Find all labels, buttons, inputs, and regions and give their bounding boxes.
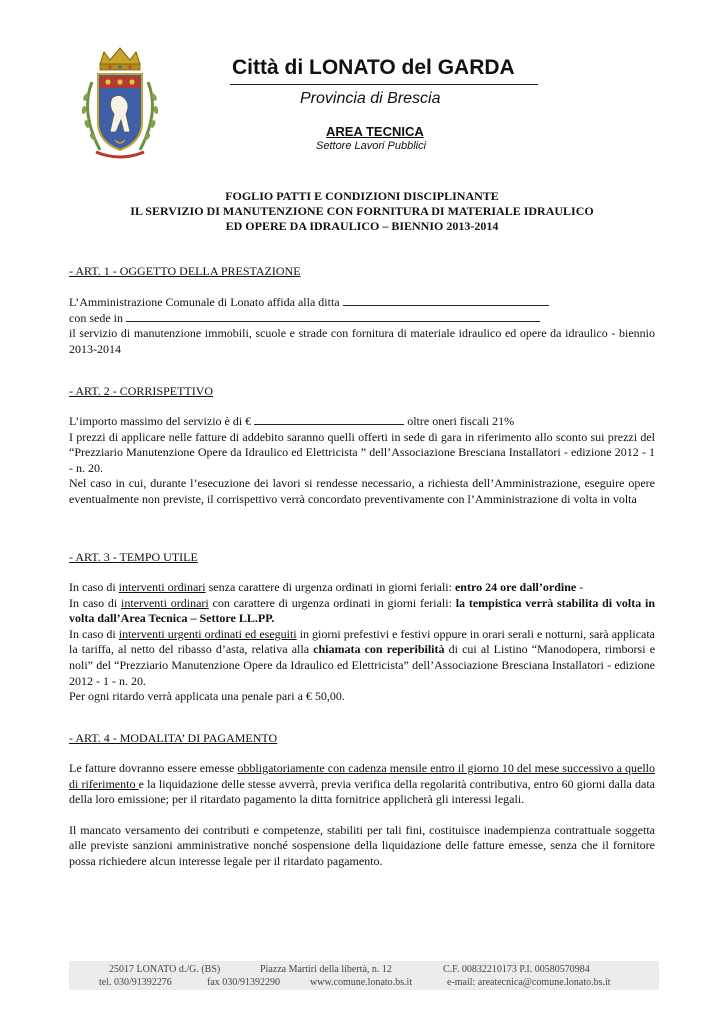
- coat-of-arms-icon: [70, 42, 170, 162]
- art1-service-text: il servizio di manutenzione immobili, scuole e strade con fornitura di materiale idraulico ed opere da idraulico - biennio 2013-2014: [69, 326, 655, 356]
- art1-contractor-label: L’Amministrazione Comunale di Lonato affida alla ditta: [69, 295, 340, 309]
- title-line-2: IL SERVIZIO DI MANUTENZIONE CON FORNITURA DI MATERIALE IDRAULICO: [130, 204, 594, 218]
- footer-address: 25017 LONATO d./G. (BS): [109, 964, 221, 975]
- page-footer: [69, 961, 659, 990]
- seat-blank: [126, 311, 540, 322]
- footer-email: e-mail: areatecnica@comune.lonato.bs.it: [447, 977, 611, 988]
- footer-phone: tel. 030/91392276: [99, 977, 172, 988]
- title-line-3: ED OPERE DA IDRAULICO – BIENNIO 2013-2014: [225, 219, 499, 233]
- art3-line-3: In caso di interventi urgenti ordinati ed eseguiti in giorni prefestivi e festivi oppure in orari serali e notturni, sarà applicata la tariffa, al netto del ribasso d’asta, relativa alla chiamata con reperibilità di cui al Listino “Manodopera, rimborsi e noli” del “Prezziario Manutenzione Opere da Idraulico ed Elettricista” dell’Associazione Bresciana Installatori - edizione 2012 - 1 - n. 20.: [69, 626, 656, 688]
- footer-fax: fax 030/91392290: [207, 977, 281, 988]
- art1-body: [69, 295, 655, 357]
- art2-amount-label: L’importo massimo del servizio è di €: [69, 414, 252, 428]
- art4-body: [69, 761, 655, 870]
- art4-paragraph-1: Le fatture dovranno essere emesse obbligatoriamente con cadenza mensile entro il giorno 10 del mese successivo a quello di riferimento e la liquidazione delle stesse avverrà, previa verifica della regolarità contributiva, entro 60 giorni dalla data della loro emissione; per il ritardato pagamento la ditta fornitrice applicherà gli interessi legali.: [69, 761, 655, 807]
- contractor-blank: [343, 295, 549, 306]
- sector-name: Settore Lavori Pubblici: [316, 140, 427, 152]
- art2-extra-works-text: Nel caso in cui, durante l’esecuzione dei lavori si rendesse necessario, a richiesta dell’Amministrazione, eseguire opere eventualmente non previste, il corrispettivo verrà concordato preventivamente con l’Amministrazione di volta in volta: [69, 476, 655, 506]
- title-line-1: FOGLIO PATTI E CONDIZIONI DISCIPLINANTE: [225, 189, 499, 203]
- art3-body: [69, 580, 655, 705]
- document-title: [60, 189, 664, 234]
- footer-website: www.comune.lonato.bs.it: [310, 977, 413, 988]
- art3-line-2: In caso di interventi ordinari con carattere di urgenza ordinati in giorni feriali: la tempistica verrà stabilita di volta in volta dall’Area Tecnica – Settore LL.PP.: [69, 595, 656, 626]
- art1-seat-label: con sede in: [69, 310, 123, 325]
- art2-prices-text: I prezzi di applicare nelle fatture di addebito saranno quelli offerti in sede di gara in riferimento allo sconto sui prezzi del “Prezziario Manutenzione Opere da Idraulico ed Elettricista ” dell’Associazione Bresciana Installatori - edizione 2012 - 1 - n. 20.: [69, 429, 655, 475]
- art3-heading: - ART. 3 - TEMPO UTILE: [69, 550, 198, 564]
- footer-tax-ids: C.F. 00832210173 P.I. 00580570984: [443, 964, 590, 975]
- art3-line-1: In caso di interventi ordinari senza carattere di urgenza ordinati in giorni feriali: entro 24 ore dall’ordine -: [69, 580, 584, 594]
- footer-street: Piazza Martiri della libertà, n. 12: [260, 964, 392, 975]
- art2-tax-text: oltre oneri fiscali 21%: [407, 414, 515, 428]
- art1-heading: - ART. 1 - OGGETTO DELLA PRESTAZIONE: [69, 264, 301, 278]
- art2-body: [69, 414, 655, 508]
- art3-penalty-text: Per ogni ritardo verrà applicata una penale pari a € 50,00.: [69, 689, 345, 704]
- city-name: Città di LONATO del GARDA: [232, 56, 515, 79]
- header-rule: [230, 84, 538, 85]
- area-name: AREA TECNICA: [326, 124, 424, 139]
- art4-heading: - ART. 4 - MODALITA’ DI PAGAMENTO: [69, 731, 278, 745]
- province-name: Provincia di Brescia: [300, 90, 441, 107]
- amount-blank: [254, 414, 404, 425]
- art4-paragraph-2: Il mancato versamento dei contributi e competenze, stabiliti per tali fini, costituisce inadempienza contrattuale soggetta alle previste sanzioni amministrative nonché sospensione della liquidazione delle fatture emesse, senza che il fornitore possa richiedere alcun interesse legale per il ritardato pagamento.: [69, 822, 655, 868]
- art2-heading: - ART. 2 - CORRISPETTIVO: [69, 384, 214, 398]
